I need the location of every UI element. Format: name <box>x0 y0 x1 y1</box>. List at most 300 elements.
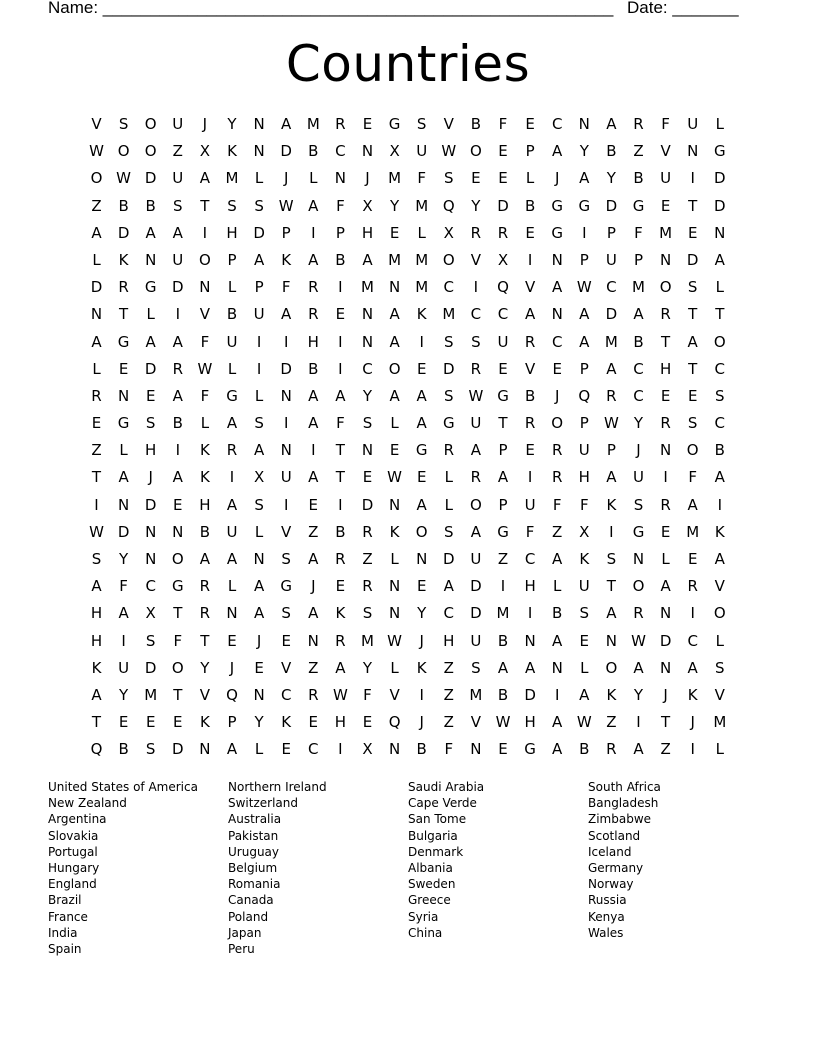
grid-row <box>83 220 733 247</box>
grid-letter: E <box>389 441 400 460</box>
grid-letter: R <box>172 359 184 378</box>
grid-letter: P <box>633 250 644 269</box>
grid-letter: L <box>390 550 399 568</box>
grid-letter: N <box>361 142 374 161</box>
word-list-item: Japan <box>228 925 262 940</box>
grid-letter: E <box>498 169 508 188</box>
word-list-item: San Tome <box>408 812 467 827</box>
grid-letter: W <box>89 522 104 541</box>
grid-letter: Y <box>200 658 210 677</box>
grid-letter: K <box>281 713 292 732</box>
grid-letter: D <box>144 359 157 378</box>
grid-letter: I <box>338 278 343 297</box>
grid-letter: M <box>659 223 673 242</box>
grid-letter: U <box>172 169 184 188</box>
grid-row <box>83 600 733 627</box>
grid-letter: I <box>500 577 506 596</box>
grid-letter: A <box>714 550 725 568</box>
grid-letter: D <box>524 685 536 704</box>
grid-letter: Q <box>388 713 401 732</box>
grid-letter: E <box>362 115 373 133</box>
grid-letter: G <box>226 386 238 405</box>
grid-letter: E <box>173 713 183 732</box>
grid-letter: P <box>498 441 508 460</box>
grid-letter: A <box>253 604 265 623</box>
grid-letter: I <box>311 223 316 242</box>
grid-letter: I <box>663 468 668 487</box>
grid-letter: A <box>281 305 292 324</box>
grid-letter: P <box>579 414 589 433</box>
grid-letter: W <box>116 169 132 188</box>
grid-letter: N <box>334 169 346 188</box>
grid-letter: O <box>171 550 184 568</box>
grid-row <box>83 682 733 709</box>
grid-letter: N <box>226 604 238 623</box>
grid-letter: Q <box>90 740 103 759</box>
grid-letter: W <box>631 631 646 650</box>
grid-letter: A <box>606 359 617 378</box>
grid-letter: E <box>660 386 671 405</box>
grid-letter: P <box>525 142 535 161</box>
grid-row <box>83 247 733 274</box>
grid-letter: G <box>388 115 401 133</box>
grid-letter: J <box>554 386 560 405</box>
grid-letter: D <box>253 223 265 242</box>
grid-letter: T <box>200 631 210 650</box>
word-list-item: Greece <box>408 893 451 908</box>
grid-letter: C <box>551 332 563 351</box>
grid-letter: A <box>524 305 536 324</box>
grid-letter: O <box>659 278 672 297</box>
grid-letter: G <box>117 414 130 433</box>
grid-letter: N <box>361 332 374 351</box>
grid-row <box>83 138 733 165</box>
grid-letter: P <box>606 441 616 460</box>
grid-letter: D <box>659 631 672 650</box>
grid-letter: A <box>308 386 319 405</box>
word-list-item: England <box>48 877 97 892</box>
grid-letter: L <box>390 658 399 677</box>
grid-letter: R <box>551 441 563 460</box>
grid-letter: F <box>119 577 128 596</box>
grid-letter: H <box>199 495 211 514</box>
grid-letter: E <box>416 359 427 378</box>
grid-letter: A <box>308 250 319 269</box>
grid-row <box>83 709 733 736</box>
grid-letter: I <box>338 495 343 514</box>
grid-letter: E <box>687 386 698 405</box>
grid-letter: C <box>145 577 156 596</box>
grid-letter: V <box>524 278 536 297</box>
grid-letter: S <box>173 196 183 215</box>
grid-row <box>83 111 733 138</box>
grid-letter: S <box>715 658 725 677</box>
grid-letter: L <box>254 522 264 541</box>
grid-letter: A <box>579 305 590 324</box>
grid-letter: F <box>661 115 670 133</box>
grid-letter: U <box>118 658 130 677</box>
grid-letter: V <box>470 713 482 732</box>
grid-letter: D <box>714 196 726 215</box>
grid-letter: N <box>659 441 672 460</box>
grid-letter: I <box>690 740 695 759</box>
grid-letter: R <box>335 550 346 568</box>
grid-letter: S <box>227 196 237 215</box>
grid-letter: W <box>197 359 213 378</box>
grid-row <box>83 274 733 301</box>
grid-letter: E <box>227 631 237 650</box>
grid-letter: I <box>175 441 181 460</box>
grid-letter: I <box>473 278 479 297</box>
grid-row <box>83 573 733 600</box>
grid-letter: J <box>148 468 153 487</box>
grid-letter: M <box>415 250 429 269</box>
grid-letter: U <box>470 631 482 650</box>
grid-letter: R <box>524 332 536 351</box>
grid-letter: R <box>470 468 482 487</box>
grid-letter: E <box>145 386 156 405</box>
grid-letter: C <box>687 631 698 650</box>
grid-letter: E <box>552 359 562 378</box>
grid-letter: G <box>497 522 509 541</box>
grid-letter: M <box>144 685 158 704</box>
grid-letter: A <box>118 604 129 623</box>
grid-letter: T <box>688 196 698 215</box>
grid-letter: K <box>335 604 346 623</box>
grid-letter: R <box>308 685 319 704</box>
grid-letter: A <box>389 386 400 405</box>
grid-letter: G <box>171 577 184 596</box>
grid-letter: O <box>442 250 455 269</box>
word-list-item: Canada <box>228 893 274 908</box>
grid-letter: D <box>714 169 726 188</box>
grid-letter: E <box>335 577 346 596</box>
word-list-item: Uruguay <box>228 844 279 859</box>
grid-letter: U <box>416 142 428 161</box>
grid-letter: Z <box>308 658 319 677</box>
grid-letter: A <box>91 332 102 351</box>
grid-letter: N <box>145 522 157 541</box>
word-list-item: China <box>408 925 443 940</box>
grid-letter: I <box>527 250 533 269</box>
grid-letter: A <box>606 115 617 133</box>
grid-letter: U <box>578 577 590 596</box>
grid-letter: R <box>335 115 346 133</box>
grid-letter: T <box>91 713 102 732</box>
grid-letter: N <box>361 305 374 324</box>
grid-letter: N <box>199 740 211 759</box>
grid-letter: U <box>633 468 644 487</box>
grid-letter: G <box>280 577 292 596</box>
grid-letter: A <box>281 115 292 133</box>
grid-letter: P <box>579 359 589 378</box>
word-list-item: Saudi Arabia <box>408 780 485 794</box>
grid-letter: J <box>636 441 641 460</box>
grid-letter: E <box>687 550 698 568</box>
name-field-line: Name: ______________________________________________________ <box>48 0 614 17</box>
grid-letter: K <box>389 522 400 541</box>
grid-letter: L <box>92 359 101 378</box>
grid-row <box>83 410 733 437</box>
grid-letter: J <box>202 115 208 133</box>
grid-letter: I <box>609 522 614 541</box>
grid-letter: C <box>280 685 292 704</box>
grid-letter: K <box>199 468 210 487</box>
word-list-item: Kenya <box>588 909 625 924</box>
grid-letter: A <box>606 604 617 623</box>
grid-letter: D <box>605 196 618 215</box>
grid-letter: N <box>145 250 157 269</box>
grid-letter: T <box>173 604 183 623</box>
grid-letter: M <box>442 305 456 324</box>
grid-letter: R <box>91 386 102 405</box>
grid-letter: C <box>714 414 726 433</box>
grid-letter: L <box>227 278 237 297</box>
grid-letter: D <box>497 196 509 215</box>
grid-letter: E <box>660 522 671 541</box>
grid-letter: M <box>415 196 429 215</box>
word-list-item: Syria <box>408 909 439 924</box>
grid-letter: T <box>606 577 616 596</box>
grid-letter: H <box>524 577 536 596</box>
grid-row <box>83 193 733 220</box>
grid-letter: H <box>578 468 590 487</box>
grid-letter: V <box>443 115 454 133</box>
word-list-item: Romania <box>228 877 281 892</box>
grid-letter: I <box>636 713 641 732</box>
grid-letter: I <box>419 332 424 351</box>
grid-letter: N <box>714 223 726 242</box>
grid-letter: Y <box>579 142 589 161</box>
grid-letter: T <box>200 196 210 215</box>
grid-row <box>83 628 733 655</box>
word-list-item: Russia <box>588 893 627 908</box>
word-list-column-3 <box>408 779 583 941</box>
grid-letter: G <box>632 196 645 215</box>
grid-letter: G <box>442 414 455 433</box>
grid-letter: G <box>497 386 509 405</box>
grid-letter: A <box>552 740 563 759</box>
word-list-item: United States of America <box>48 780 198 794</box>
grid-letter: U <box>497 332 509 351</box>
word-list-item: Norway <box>588 877 634 892</box>
grid-letter: T <box>661 713 671 732</box>
grid-letter: A <box>335 658 346 677</box>
grid-letter: A <box>606 468 617 487</box>
word-list-item: Portugal <box>48 844 98 859</box>
grid-letter: A <box>416 386 427 405</box>
grid-letter: Z <box>552 522 563 541</box>
grid-letter: K <box>199 713 210 732</box>
grid-letter: W <box>495 713 511 732</box>
grid-letter: Y <box>254 713 264 732</box>
grid-letter: H <box>659 359 672 378</box>
grid-letter: D <box>280 359 292 378</box>
grid-letter: O <box>469 495 482 514</box>
grid-letter: G <box>713 142 726 161</box>
grid-letter: A <box>253 577 265 596</box>
grid-letter: C <box>470 305 482 324</box>
grid-letter: T <box>688 359 698 378</box>
grid-letter: T <box>335 468 345 487</box>
word-list-item: Cape Verde <box>408 796 477 811</box>
grid-letter: H <box>90 631 103 650</box>
grid-letter: O <box>686 441 699 460</box>
grid-letter: Q <box>578 386 591 405</box>
grid-row <box>83 546 733 573</box>
word-list-item: Hungary <box>48 861 100 876</box>
grid-letter: Y <box>119 685 129 704</box>
grid-letter: X <box>443 223 454 242</box>
grid-letter: I <box>256 332 262 351</box>
grid-letter: I <box>256 359 262 378</box>
grid-letter: Q <box>442 196 455 215</box>
grid-letter: N <box>172 522 184 541</box>
grid-letter: E <box>498 740 508 759</box>
grid-letter: D <box>172 740 184 759</box>
grid-letter: M <box>225 169 239 188</box>
grid-letter: A <box>308 550 319 568</box>
grid-letter: A <box>308 196 319 215</box>
grid-letter: M <box>686 522 700 541</box>
word-list-item: Iceland <box>588 844 632 859</box>
grid-letter: R <box>226 441 238 460</box>
grid-letter: B <box>226 305 238 324</box>
grid-letter: I <box>283 495 289 514</box>
grid-letter: N <box>253 142 265 161</box>
grid-letter: N <box>687 142 699 161</box>
grid-letter: J <box>365 169 370 188</box>
grid-letter: N <box>117 386 130 405</box>
grid-letter: V <box>91 115 102 133</box>
grid-letter: T <box>335 441 345 460</box>
grid-letter: Y <box>606 169 616 188</box>
grid-letter: A <box>579 685 590 704</box>
grid-letter: A <box>443 577 454 596</box>
grid-letter: N <box>470 740 482 759</box>
grid-letter: Z <box>443 658 454 677</box>
grid-letter: Y <box>471 196 481 215</box>
grid-letter: S <box>687 414 698 433</box>
grid-letter: S <box>444 169 454 188</box>
grid-letter: A <box>226 550 238 568</box>
grid-letter: B <box>308 359 319 378</box>
grid-letter: P <box>227 250 237 269</box>
grid-letter: X <box>389 142 400 161</box>
grid-letter: A <box>91 577 102 596</box>
grid-letter: A <box>552 142 563 161</box>
grid-letter: L <box>254 740 264 759</box>
grid-letter: E <box>498 359 508 378</box>
grid-letter: J <box>311 577 316 596</box>
grid-letter: F <box>634 223 643 242</box>
grid-letter: A <box>579 332 590 351</box>
grid-letter: J <box>663 685 668 704</box>
grid-letter: R <box>660 414 671 433</box>
grid-letter: L <box>715 631 724 650</box>
word-list-item: Wales <box>588 925 624 940</box>
word-list-item: Northern Ireland <box>228 780 327 794</box>
grid-letter: O <box>551 414 564 433</box>
grid-letter: K <box>227 142 237 161</box>
grid-letter: E <box>145 713 156 732</box>
grid-letter: N <box>388 278 401 297</box>
grid-letter: Q <box>226 685 238 704</box>
grid-letter: A <box>308 414 319 433</box>
grid-letter: A <box>714 250 725 269</box>
grid-letter: D <box>117 522 130 541</box>
grid-letter: L <box>715 740 724 759</box>
grid-letter: H <box>443 631 455 650</box>
grid-letter: A <box>199 169 211 188</box>
grid-letter: I <box>202 223 208 242</box>
grid-letter: K <box>199 441 210 460</box>
grid-letter: C <box>714 359 726 378</box>
grid-letter: A <box>91 685 102 704</box>
grid-letter: A <box>389 332 400 351</box>
grid-letter: K <box>281 250 292 269</box>
grid-letter: N <box>253 685 265 704</box>
grid-letter: B <box>470 115 482 133</box>
grid-row <box>83 165 733 192</box>
grid-letter: B <box>416 740 427 759</box>
grid-letter: L <box>525 169 535 188</box>
grid-letter: A <box>199 550 211 568</box>
grid-letter: A <box>579 169 590 188</box>
grid-letter: E <box>416 577 427 596</box>
grid-letter: F <box>281 278 291 297</box>
grid-letter: Y <box>633 414 644 433</box>
word-list-item: Poland <box>228 909 269 924</box>
grid-letter: C <box>606 278 617 297</box>
grid-letter: U <box>226 332 238 351</box>
grid-letter: B <box>524 196 536 215</box>
grid-letter: R <box>362 522 373 541</box>
grid-letter: S <box>362 414 373 433</box>
grid-letter: L <box>390 414 399 433</box>
grid-letter: I <box>229 468 235 487</box>
grid-letter: I <box>582 223 587 242</box>
grid-letter: A <box>714 468 725 487</box>
grid-letter: A <box>552 631 563 650</box>
grid-letter: H <box>90 604 103 623</box>
grid-letter: R <box>551 468 563 487</box>
grid-letter: S <box>254 196 264 215</box>
grid-letter: R <box>660 305 671 324</box>
grid-letter: Z <box>633 142 644 161</box>
grid-letter: S <box>579 604 590 623</box>
grid-letter: A <box>91 223 102 242</box>
grid-letter: D <box>117 223 130 242</box>
grid-row <box>83 736 733 763</box>
grid-letter: A <box>416 414 427 433</box>
grid-letter: M <box>388 169 402 188</box>
grid-letter: I <box>690 169 695 188</box>
grid-letter: S <box>606 550 617 568</box>
grid-letter: S <box>254 495 264 514</box>
grid-row <box>83 383 733 410</box>
grid-letter: N <box>605 631 617 650</box>
grid-letter: D <box>144 169 157 188</box>
grid-letter: J <box>256 631 262 650</box>
grid-letter: W <box>278 196 294 215</box>
grid-letter: W <box>468 386 484 405</box>
grid-letter: G <box>415 441 428 460</box>
grid-letter: A <box>389 305 400 324</box>
grid-letter: C <box>443 278 455 297</box>
grid-letter: L <box>227 359 237 378</box>
grid-letter: R <box>308 278 319 297</box>
